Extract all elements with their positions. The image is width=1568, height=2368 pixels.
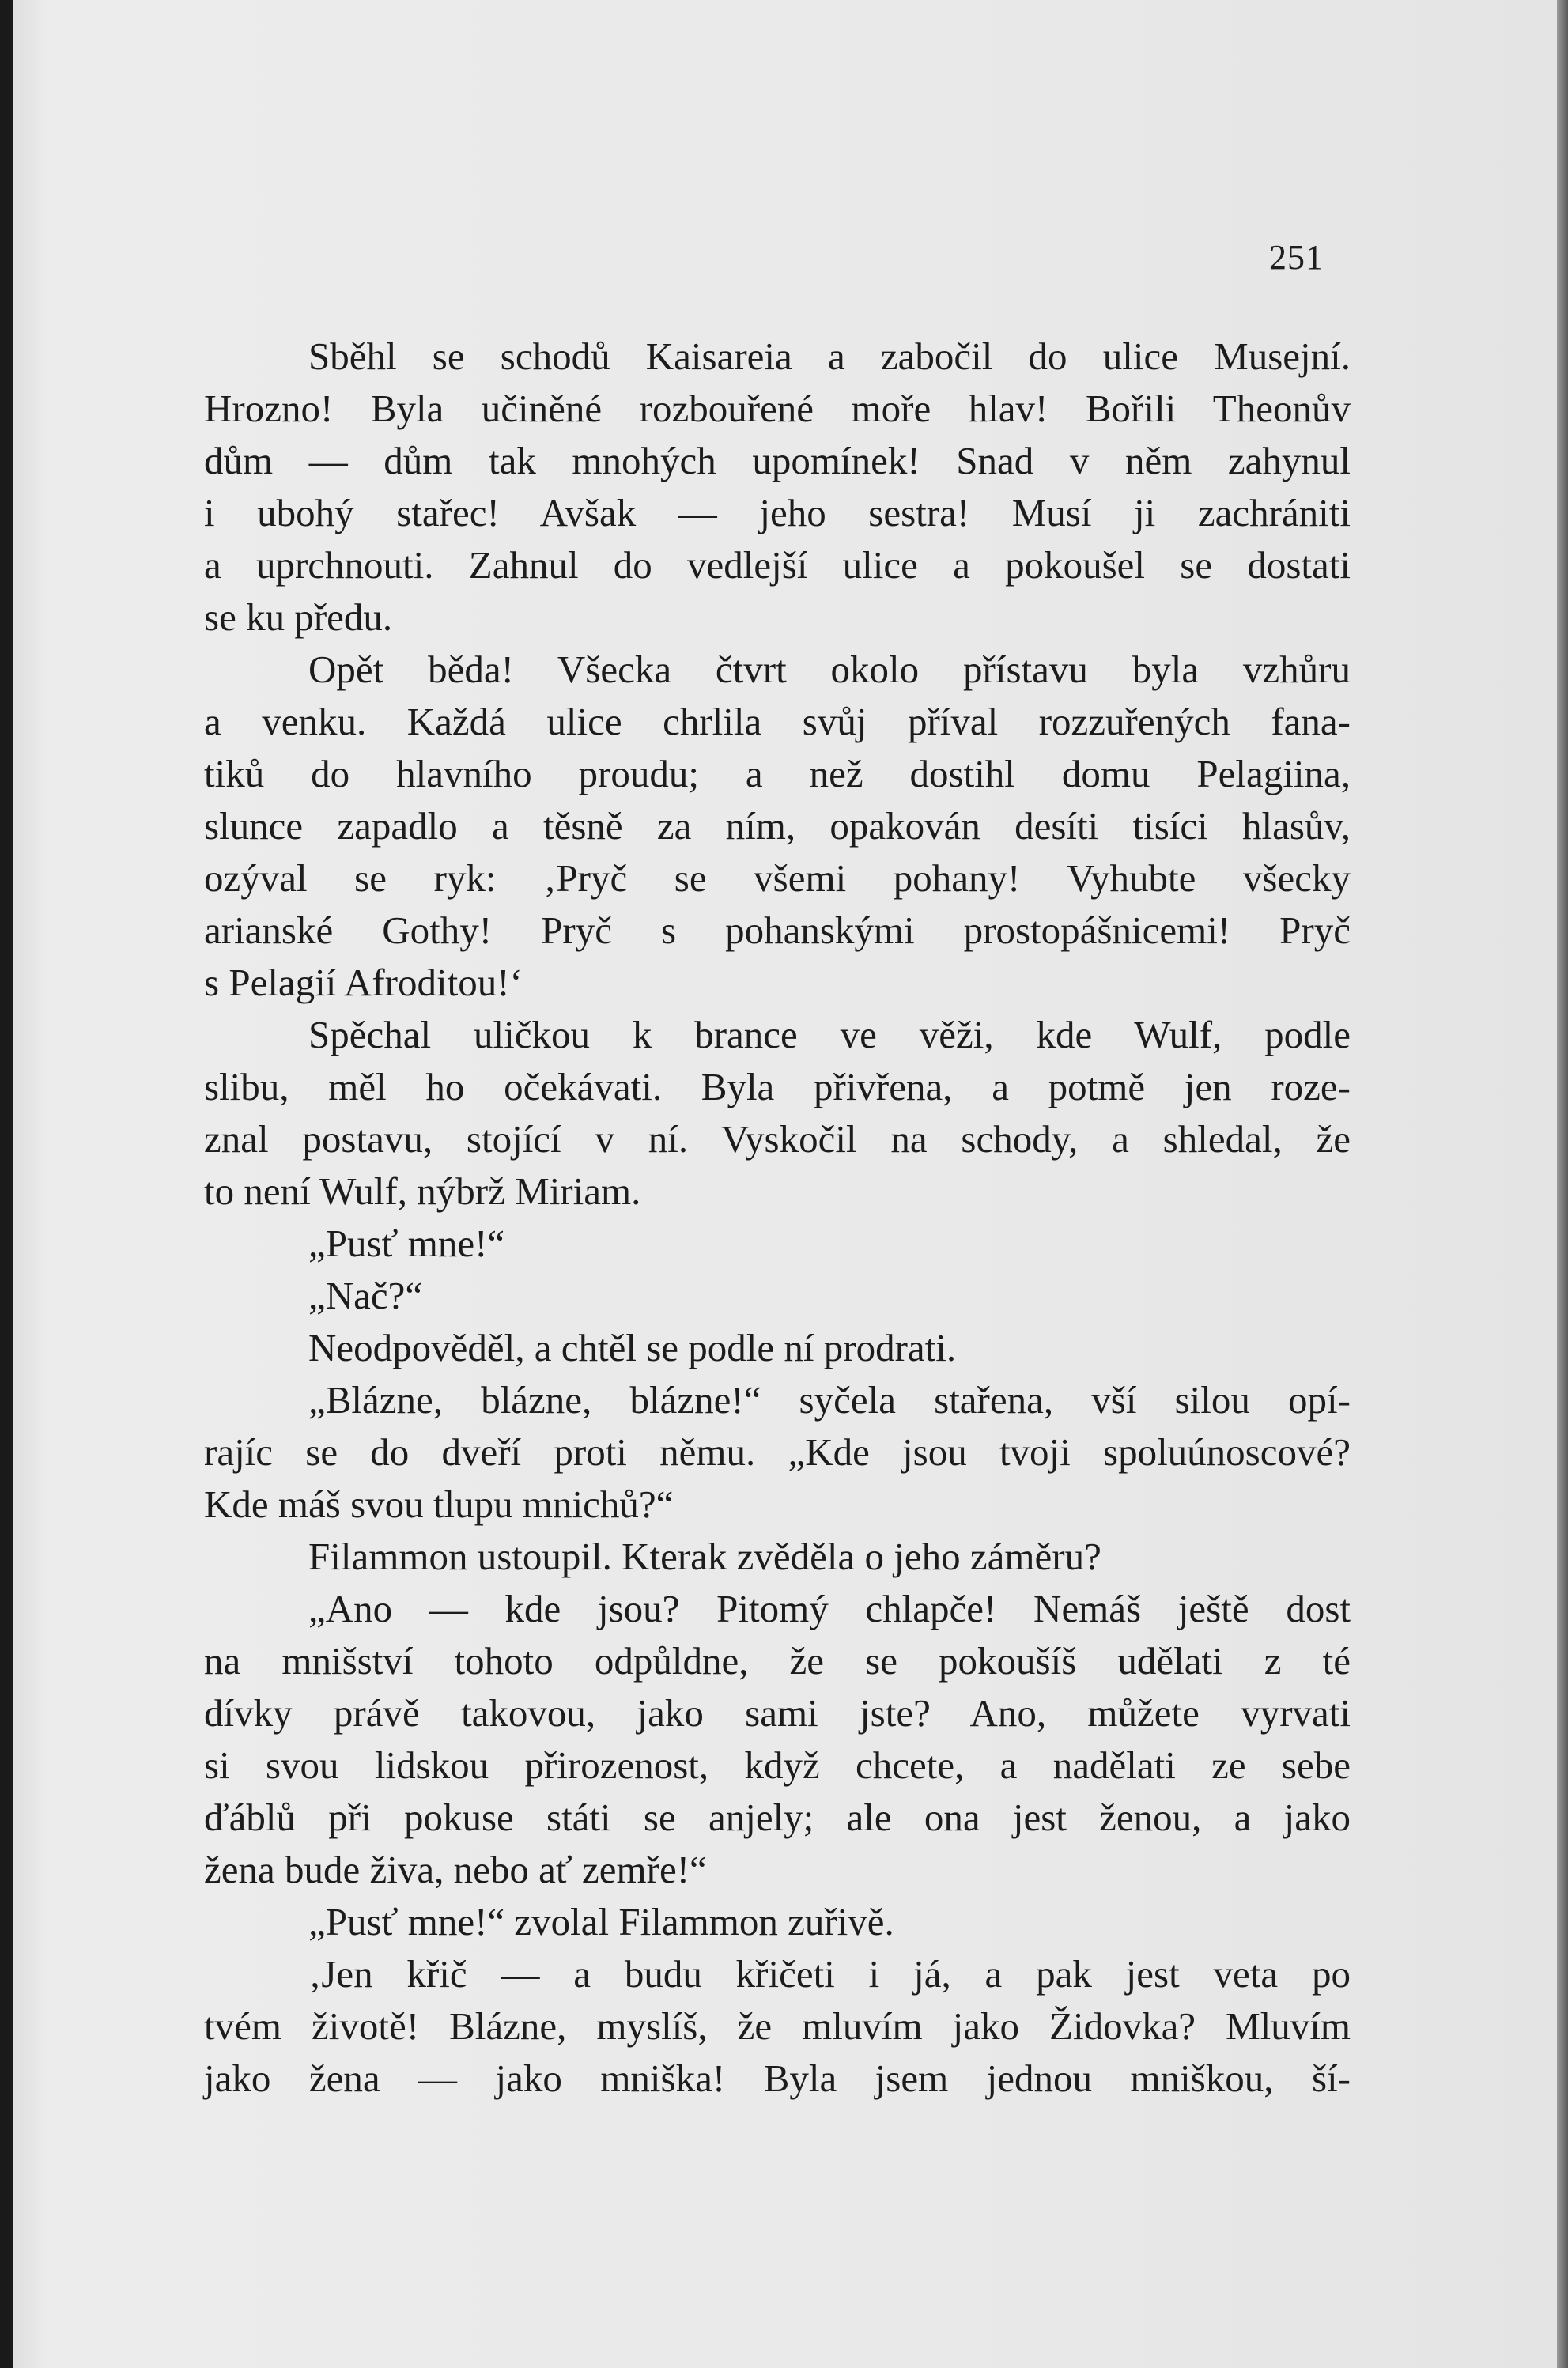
text-line: slunce zapadlo a těsně za ním, opakován desíti tisíci hlasův, [204,804,1351,848]
text-line: žena bude živa, nebo ať zemře!“ [204,1848,707,1891]
text-line: Sběhl se schodů Kaisareia a zabočil do ulice Musejní. [308,334,1351,378]
text-line: arianské Gothy! Pryč s pohanskými prostopášnicemi! Pryč [204,908,1351,952]
text-line: Neodpověděl, a chtěl se podle ní prodrati. [308,1326,957,1369]
text-line: tvém životě! Blázne, myslíš, že mluvím jako Židovka? Mluvím [204,2004,1351,2048]
text-line: „Blázne, blázne, blázne!“ syčela stařena, vší silou opí- [308,1378,1351,1422]
text-line: i ubohý stařec! Avšak — jeho sestra! Musí ji zachrániti [204,491,1351,534]
text-line: jako žena — jako mniška! Byla jsem jednou mniškou, ší- [204,2056,1351,2100]
text-line: znal postavu, stojící v ní. Vyskočil na schody, a shledal, že [204,1117,1351,1161]
text-line: dům — dům tak mnohých upomínek! Snad v něm zahynul [204,439,1351,482]
text-line: na mnišství tohoto odpůldne, že se pokoušíš udělati z té [204,1639,1351,1683]
text-line: s Pelagií Afroditou!‘ [204,961,523,1004]
text-line: tiků do hlavního proudu; a než dostihl domu Pelagiina, [204,752,1351,795]
page-number: 251 [1269,238,1324,277]
text-line: se ku předu. [204,595,393,639]
text-line: Hrozno! Byla učiněné rozbouřené moře hlav! Bořili Theonův [204,387,1351,430]
text-line: slibu, měl ho očekávati. Byla přivřena, a potmě jen roze- [204,1065,1351,1108]
text-line: ďáblů při pokuse státi se anjely; ale ona jest ženou, a jako [204,1796,1351,1839]
text-line: „Ano — kde jsou? Pitomý chlapče! Nemáš ještě dost [308,1587,1351,1630]
text-line: si svou lidskou přirozenost, když chcete, a nadělati ze sebe [204,1743,1351,1787]
text-line: „Nač?“ [308,1274,423,1317]
text-line: Opět běda! Všecka čtvrt okolo přístavu byla vzhůru [308,648,1351,691]
text-line: ozýval se ryk: ‚Pryč se všemi pohany! Vyhubte všecky [204,856,1351,900]
text-line: ‚Jen křič — a budu křičeti i já, a pak jest veta po [308,1952,1351,1996]
page-left-edge [0,0,13,2368]
text-line: rajíc se do dveří proti němu. „Kde jsou tvoji spoluúnoscové? [204,1430,1351,1474]
text-line: to není Wulf, nýbrž Miriam. [204,1169,641,1213]
text-line: „Pusť mne!“ zvolal Filammon zuřivě. [308,1900,894,1943]
text-line: a venku. Každá ulice chrlila svůj příval rozzuřených fana- [204,700,1351,743]
text-line: Kde máš svou tlupu mnichů?“ [204,1482,674,1526]
text-line: Spěchal uličkou k brance ve věži, kde Wulf, podle [308,1013,1351,1056]
page-right-edge [1557,0,1568,2368]
body-text [204,330,1351,2105]
text-line: a uprchnouti. Zahnul do vedlejší ulice a pokoušel se dostati [204,543,1351,587]
text-line: Filammon ustoupil. Kterak zvěděla o jeho záměru? [308,1535,1101,1578]
text-line: „Pusť mne!“ [308,1222,505,1265]
text-line: dívky právě takovou, jako sami jste? Ano, můžete vyrvati [204,1691,1351,1735]
